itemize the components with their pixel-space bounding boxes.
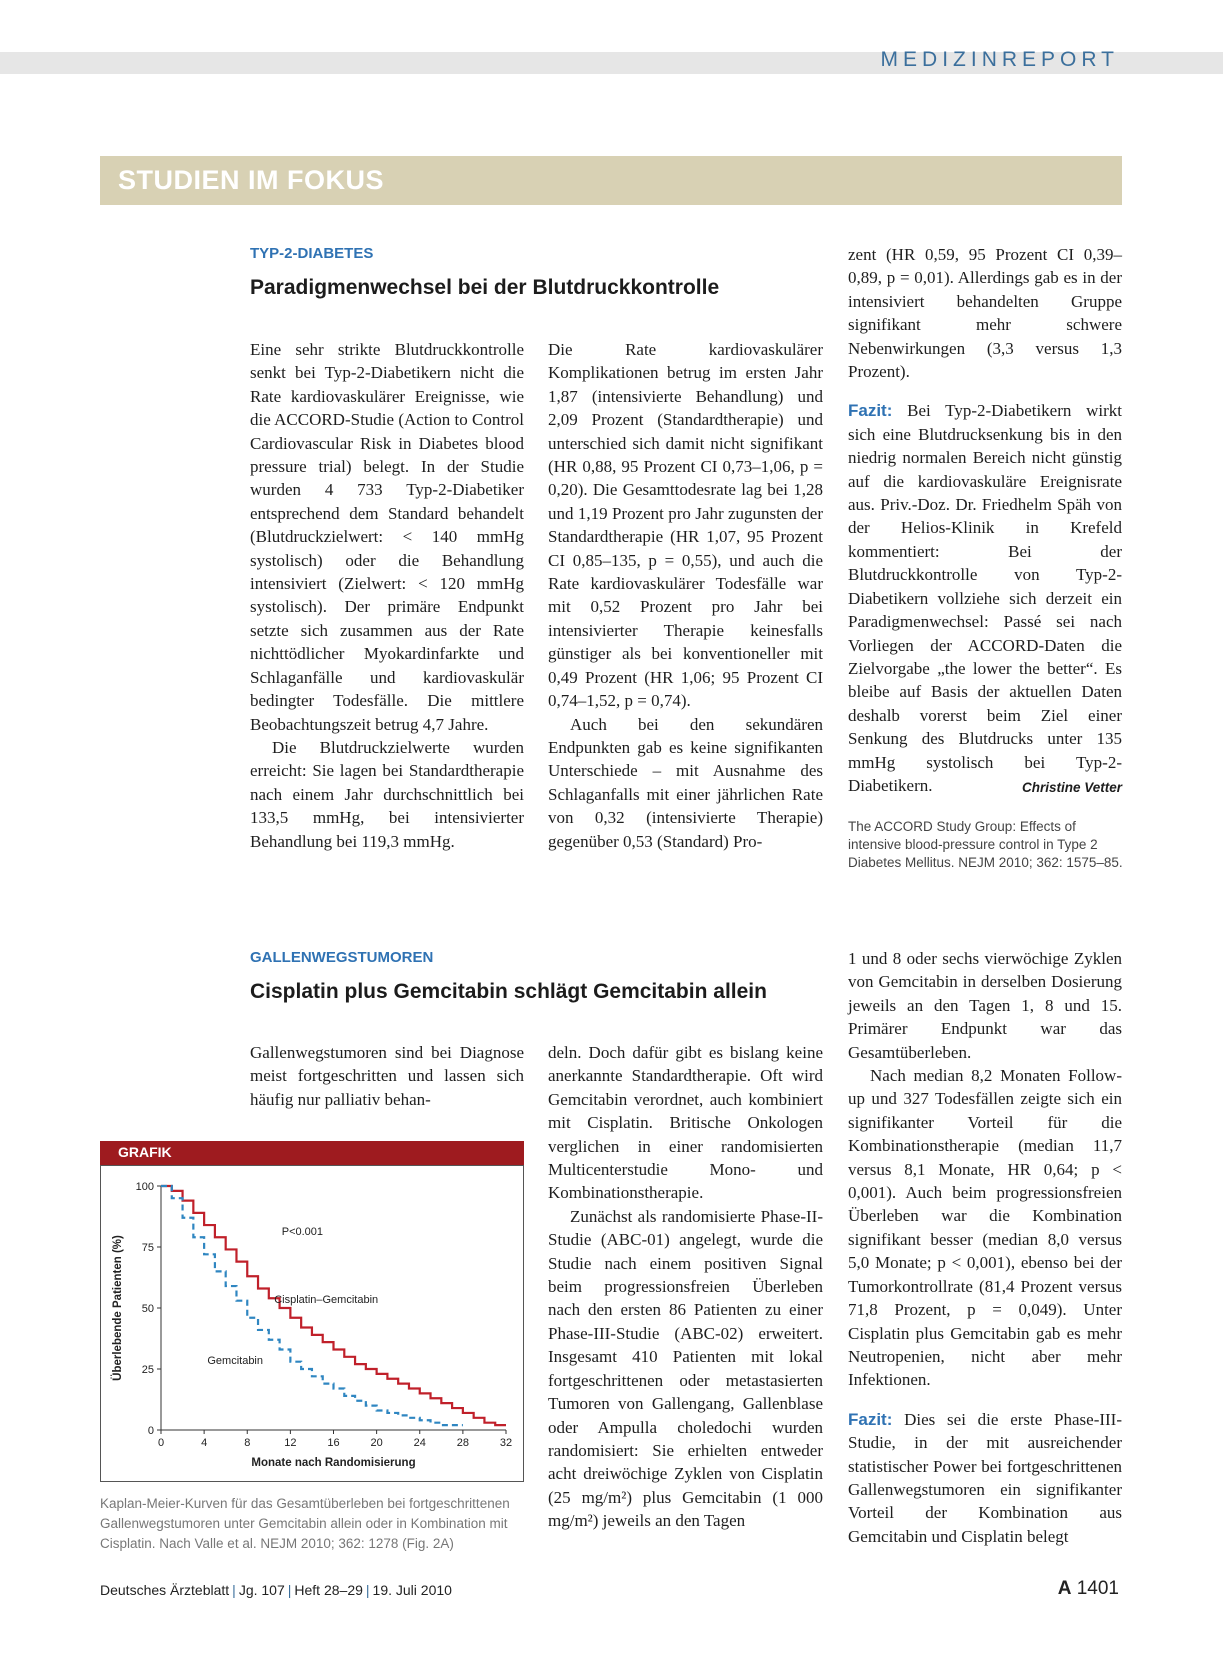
paragraph: zent (HR 0,59, 95 Prozent CI 0,39–0,89, p = 0,01). Allerdings gab es in der intensiviert behandelten Gruppe signifikant mehr schwere Nebenwirkungen (3,3 versus 1,3 Prozent). — [848, 245, 1122, 382]
section-label: MEDIZINREPORT — [880, 48, 1119, 71]
author: Christine Vetter — [1021, 779, 1122, 795]
article1-kicker: TYP-2-DIABETES — [250, 245, 374, 262]
survival-chart — [100, 1165, 524, 1482]
y-axis-label: Überlebende Patienten (%) — [112, 1235, 124, 1381]
series-label: Cisplatin–Gemcitabin — [274, 1294, 379, 1307]
article1-column-2 — [548, 338, 823, 853]
article2-headline: Cisplatin plus Gemcitabin schlägt Gemcitabin allein — [250, 980, 767, 1003]
y-tick-label: 50 — [141, 1303, 154, 1315]
x-tick-label: 12 — [284, 1437, 297, 1449]
footer: Deutsches Ärzteblatt | Jg. 107 | Heft 28–29 | 19. Juli 2010 — [100, 1582, 452, 1598]
x-tick-label: 16 — [327, 1437, 340, 1449]
series-label: Gemcitabin — [207, 1355, 263, 1368]
paragraph: Die Blutdruckzielwerte wurden erreicht: Sie lagen bei Standardtherapie nach einem Jahr durchschnittlich bei 133,5 mmHg, bei intensivierter Behandlung bei 119,3 mmHg. — [250, 737, 524, 851]
article1-column-3 — [848, 243, 1122, 799]
issue: Heft 28–29 — [294, 1582, 363, 1598]
fazit-paragraph — [848, 1408, 1122, 1548]
chart-svg — [101, 1166, 523, 1481]
x-tick-label: 4 — [201, 1437, 208, 1449]
banner-title: STUDIEN IM FOKUS — [118, 165, 385, 195]
journal-name: Deutsches Ärzteblatt — [100, 1582, 230, 1598]
article1-headline: Paradigmenwechsel bei der Blutdruckkontrolle — [250, 276, 720, 299]
paragraph: Zunächst als randomisierte Phase-II-Studie (ABC-01) angelegt, wurde die Studie nach einem positiven Signal beim progressionsfreien Überleben nach den ersten 86 Patienten zu einer Phase-III-Studie (ABC-02) erweitert. Insgesamt 410 Patienten mit lokal fortgeschrittenen oder metastasierten Tumoren von Gallengang, Gallenblase oder Ampulla choledochi wurden randomisiert: Sie erhielten entweder acht dreiwöchige Zyklen von Cisplatin (25 mg/m²) plus Gemcitabin (1 000 mg/m²) jeweils an den Tagen — [548, 1206, 823, 1531]
fazit-label: Fazit: — [848, 1409, 893, 1429]
paragraph: Gallenwegstumoren sind bei Diagnose meist fortgeschritten und lassen sich häufig nur palliativ behan- — [250, 1043, 524, 1109]
x-tick-label: 8 — [244, 1437, 251, 1449]
article2-column-2 — [548, 1041, 823, 1533]
y-tick-label: 75 — [141, 1242, 154, 1254]
reference: The ACCORD Study Group: Effects of intensive blood-pressure control in Type 2 Diabetes Mellitus. NEJM 2010; 362: 1575–85. — [848, 819, 1123, 870]
article2-column-1 — [250, 1041, 524, 1111]
fazit-text: Bei Typ-2-Diabetikern wirkt sich eine Blutdrucksenkung bis in den niedrig normalen Bereich nicht günstig auf die kardiovaskuläre Ereignisrate aus. Priv.-Doz. Dr. Friedhelm Späh von der Helios-Klinik in Krefeld kommentiert: Bei der Blutdruckkontrolle von Typ-2-Diabetikern vollziehe sich derzeit ein Paradigmenwechsel: Passé sei nach Vorliegen der ACCORD-Daten die Zielvorgabe „the lower the better“. Es bleibe auf Basis der aktuellen Daten deshalb vorerst beim Ziel einer Senkung des Blutdrucks unter 135 mmHg systolisch bei Typ-2-Diabetikern. — [848, 401, 1122, 795]
y-tick-label: 100 — [135, 1181, 154, 1193]
paragraph: Nach median 8,2 Monaten Follow-up und 327 Todesfällen zeigte sich ein signifikanter Vorteil für die Kombinationstherapie (median 11,7 versus 8,1 Monate, HR 0,64; p < 0,001). Auch beim progressionsfreien Überleben war die Kombination signifikant besser (median 8,0 versus 5,0 Monate; p < 0,001), ebenso bei der Tumorkontrollrate (81,4 Prozent versus 71,8 Prozent, p = 0,049). Unter Cisplatin plus Gemcitabin gab es mehr Neutropenien, nicht aber mehr Infektionen. — [848, 1066, 1122, 1390]
page-number: A 1401 — [1057, 1578, 1119, 1599]
x-tick-label: 28 — [456, 1437, 469, 1449]
banner — [100, 156, 1122, 205]
date: 19. Juli 2010 — [372, 1582, 452, 1598]
paragraph: 1 und 8 oder sechs vierwöchige Zyklen von Gemcitabin in derselben Dosierung jeweils an den Tagen 1, 8 und 15. Primärer Endpunkt war das Gesamtüberleben. — [848, 949, 1122, 1062]
paragraph: Auch bei den sekundären Endpunkten gab es keine signifikanten Unterschiede – mit Ausnahme des Schlaganfalls mit einer jährlichen Rate von 0,32 (intensivierte Therapie) gegenüber 0,53 (Standard) Pro- — [548, 714, 823, 851]
volume: Jg. 107 — [238, 1582, 285, 1598]
grafik-label: GRAFIK — [118, 1144, 172, 1160]
y-tick-label: 0 — [147, 1425, 154, 1437]
x-axis-label: Monate nach Randomisierung — [251, 1457, 416, 1469]
x-tick-label: 32 — [499, 1437, 513, 1449]
paragraph: deln. Doch dafür gibt es bislang keine anerkannte Standardtherapie. Oft wird Gemcitabin verordnet, auch kombiniert mit Cisplatin. Britische Onkologen verglichen in einer randomisierten Multicenterstudie Mono- und Kombinationstherapie. — [548, 1043, 823, 1203]
grafik-caption: Kaplan-Meier-Kurven für das Gesamtüberleben bei fortgeschrittenen Gallenwegstumoren unter Gemcitabin allein oder in Kombination mit Cisplatin. Nach Valle et al. NEJM 2010; 362: 1278 (Fig. 2A) — [100, 1496, 510, 1551]
fazit-text: Dies sei die erste Phase-III-Studie, in der mit ausreichender statistischer Power bei fortgeschrittenen Gallenwegstumoren ein signifikanter Vorteil der Kombination aus Gemcitabin und Cisplatin belegt — [848, 1409, 1122, 1546]
fazit-label: Fazit: — [848, 401, 893, 421]
p-value-annotation: P<0.001 — [281, 1225, 324, 1238]
x-tick-label: 24 — [413, 1437, 426, 1449]
x-tick-label: 20 — [370, 1437, 383, 1449]
grafik-header — [100, 1141, 524, 1165]
paragraph: Die Rate kardiovaskulärer Komplikationen betrug im ersten Jahr 1,87 (intensivierte Behandlung) und 2,09 Prozent (Standardtherapie) und unterschied sich damit nicht signifikant (HR 0,88, 95 Prozent CI 0,73–1,06, p = 0,20). Die Gesamttodesrate lag bei 1,28 und 1,19 Prozent pro Jahr zugunsten der Standardtherapie (HR 1,07, 95 Prozent CI 0,85–135, p = 0,55), und auch die Rate kardiovaskulärer Todesfälle war mit 0,52 Prozent pro Jahr bei intensivierter Therapie keinesfalls günstiger als bei konventioneller mit 0,49 Prozent (HR 1,06; 95 Prozent CI 0,74–1,52, p = 0,74). — [548, 340, 823, 711]
fazit-paragraph — [848, 399, 1122, 797]
x-tick-label: 0 — [157, 1437, 165, 1449]
article2-kicker: GALLENWEGSTUMOREN — [250, 949, 434, 966]
y-tick-label: 25 — [141, 1364, 154, 1376]
paragraph: Eine sehr strikte Blutdruckkontrolle senkt bei Typ-2-Diabetikern nicht die Rate kardiovaskulärer Ereignisse, wie die ACCORD-Studie (Action to Control Cardiovascular Risk in Diabetes blood pressure trial) belegt. In der Studie wurden 4 733 Typ-2-Diabetiker entsprechend dem Standard behandelt (Blutdruckzielwert: < 140 mmHg systolisch) oder die Behandlung intensiviert (Zielwert: < 120 mmHg systolisch). Der primäre Endpunkt setzte sich zusammen aus der Rate nichttödlicher Myokardinfarkte und Schlaganfälle und kardiovaskulär bedingter Todesfälle. Die mittlere Beobachtungszeit betrug 4,7 Jahre. — [250, 340, 524, 734]
article2-column-3 — [848, 947, 1122, 1548]
article1-column-1 — [250, 338, 524, 853]
